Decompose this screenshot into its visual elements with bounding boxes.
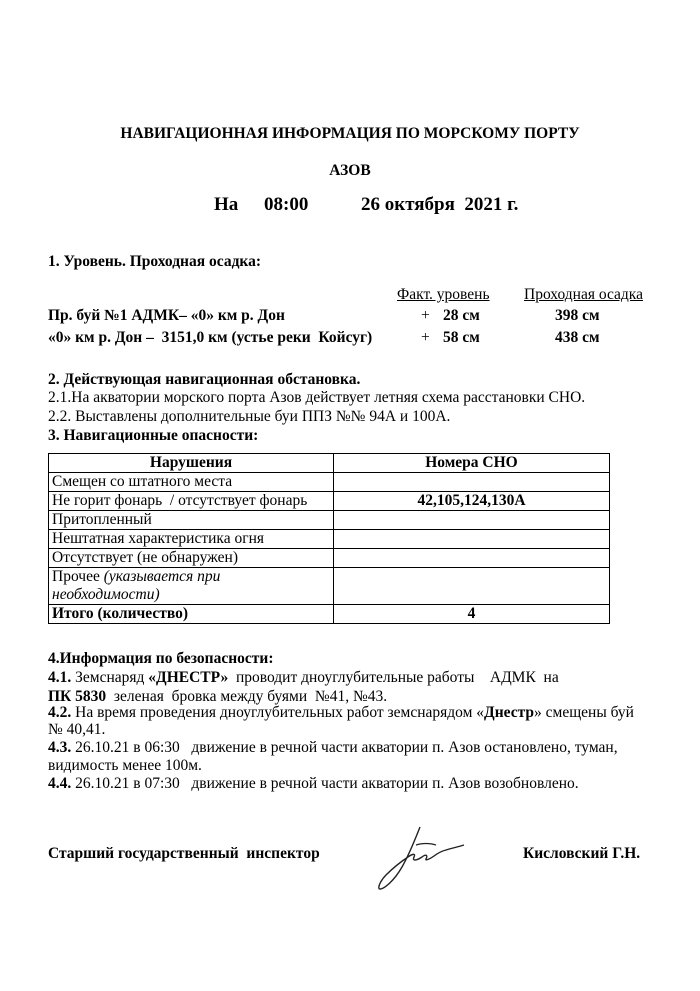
col-draft: Проходная осадка [524, 286, 643, 303]
report-time: 08:00 [264, 194, 309, 215]
other-note: (указывается при [103, 568, 221, 585]
signer-position: Старший государственный инспектор [48, 845, 320, 862]
signer-name: Кисловский Г.Н. [523, 845, 641, 862]
safety-item-4-3-cont: видимость менее 100м. [48, 757, 202, 774]
level-row-actual: 28 см [443, 307, 480, 324]
safety-item-4-2-cont: № 40,41. [48, 721, 106, 738]
item-text: зеленая бровка между буями №41, №43. [106, 688, 388, 705]
table-row [49, 568, 610, 605]
safety-heading: 4.Информация по безопасности: [48, 650, 274, 667]
level-row-location: Пр. буй №1 АДМК– «0» км р. Дон [48, 307, 285, 324]
hazards-heading: 3. Навигационные опасности: [48, 427, 259, 444]
violation-cell: Нештатная характеристика огня [49, 530, 334, 549]
numbers-cell [334, 549, 610, 568]
signature-image [372, 823, 472, 895]
safety-item-4-3 [48, 739, 618, 757]
dredger-name: «ДНЕСТР» [148, 669, 229, 686]
violation-cell: Притопленный [49, 511, 334, 530]
level-row-sign: + [421, 329, 430, 346]
situation-line: 2.2. Выставлены дополнительные буи ППЗ №№ 94А и 100А. [48, 408, 451, 425]
hazards-table [48, 453, 610, 624]
item-number: 4.4. [48, 775, 72, 792]
item-text: 26.10.21 в 07:30 движение в речной части акватории п. Азов возобновлено. [71, 775, 579, 792]
table-row [49, 549, 610, 568]
violation-cell: Смещен со штатного места [49, 473, 334, 492]
safety-item-4-2 [48, 704, 634, 722]
other-label: Прочее [52, 568, 100, 585]
safety-item-4-4 [48, 775, 579, 793]
item-number: 4.1. [48, 669, 72, 686]
numbers-cell: 42,105,124,130А [334, 492, 610, 511]
total-value: 4 [334, 605, 610, 624]
total-row [49, 605, 610, 624]
safety-item-4-1 [48, 669, 559, 687]
item-number: 4.3. [48, 739, 72, 756]
col-violation-header: Нарушения [49, 454, 334, 473]
table-row [49, 492, 610, 511]
numbers-cell [334, 530, 610, 549]
situation-line: 2.1.На акватории морского порта Азов действует летняя схема расстановки СНО. [48, 389, 586, 406]
on-label: На [214, 194, 239, 215]
dredger-name: Днестр [484, 704, 535, 721]
other-note-cont: необходимости) [52, 586, 160, 603]
pk-label: ПК 5830 [48, 688, 107, 705]
level-row-sign: + [421, 307, 430, 324]
numbers-cell [334, 473, 610, 492]
item-text: На время проведения дноуглубительных работ земснарядом « [71, 704, 485, 721]
numbers-cell [334, 568, 610, 605]
col-numbers-header: Номера СНО [334, 454, 610, 473]
level-row-actual: 58 см [443, 329, 480, 346]
level-row-draft: 398 см [555, 307, 600, 324]
document-title: НАВИГАЦИОННАЯ ИНФОРМАЦИЯ ПО МОРСКОМУ ПОРТУ [120, 125, 580, 142]
report-date: 26 октября 2021 г. [361, 194, 519, 215]
violation-cell: Не горит фонарь / отсутствует фонарь [49, 492, 334, 511]
item-number: 4.2. [48, 704, 72, 721]
other-cell [49, 568, 334, 605]
numbers-cell [334, 511, 610, 530]
item-text: » смещены буй [534, 704, 634, 721]
level-row-location: «0» км р. Дон – 3151,0 км (устье реки Койсуг) [48, 329, 373, 346]
item-text: 26.10.21 в 06:30 движение в речной части акватории п. Азов остановлено, туман, [71, 739, 618, 756]
level-heading: 1. Уровень. Проходная осадка: [48, 253, 262, 270]
situation-heading: 2. Действующая навигационная обстановка. [48, 371, 361, 388]
total-label: Итого (количество) [49, 605, 334, 624]
level-row-draft: 438 см [555, 329, 600, 346]
item-text: Земснаряд [71, 669, 149, 686]
table-row [49, 473, 610, 492]
table-row [49, 530, 610, 549]
item-text: проводит дноуглубительные работы АДМК на [228, 669, 559, 686]
violation-cell: Отсутствует (не обнаружен) [49, 549, 334, 568]
table-row [49, 511, 610, 530]
col-actual-level: Факт. уровень [397, 286, 490, 303]
table-header-row [49, 454, 610, 473]
port-name: АЗОВ [329, 162, 371, 179]
